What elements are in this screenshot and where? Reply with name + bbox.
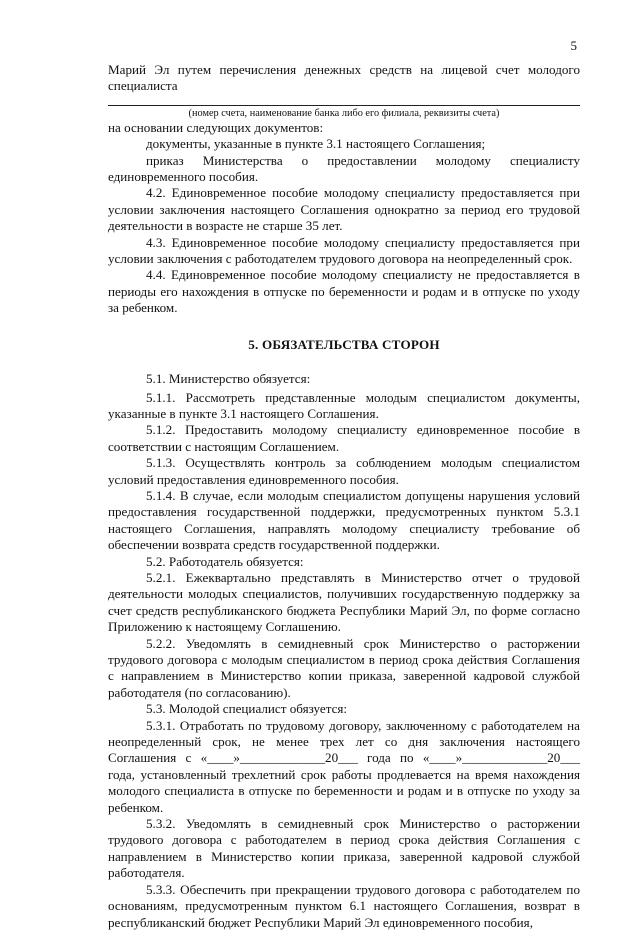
- account-caption: (номер счета, наименование банка либо его филиала, реквизиты счета): [188, 107, 500, 119]
- paragraph: 5.1. Министерство обязуется:: [146, 371, 311, 387]
- paragraph: 5.3.1. Отработать по трудовому договору, заключенному с работодателем на неопределенный срок, не менее трех лет со дня заключения настоящего Соглашения с «____»_____________20___ года по «____»_____________20___ года, установленный трехлетний срок работы продлевается на время нахождения молодого специалиста в отпуске по беременности и родам и в отпуске по уходу за ребенком.: [108, 717, 580, 815]
- paragraph: на основании следующих документов:: [108, 119, 324, 135]
- paragraph: 5.1.4. В случае, если молодым специалистом допущены нарушения условий предоставления государственной поддержки, предусмотренных пунктом 5.3.1 настоящего Соглашения, направлять молодому специалисту требование об обеспечении возврата средств государственной поддержки.: [108, 487, 580, 553]
- paragraph: 4.4. Единовременное пособие молодому специалисту не предоставляется в периоды его нахождения в отпуске по беременности и родам и в отпуске по уходу за ребенком.: [108, 267, 580, 316]
- paragraph: 5.3. Молодой специалист обязуется:: [146, 701, 348, 717]
- paragraph: 5.2.2. Уведомлять в семидневный срок Министерство о расторжении трудового договора с молодым специалистом в период срока действия Соглашения с направлением в Министерство копии приказа, заверенной кадровой службой работодателя (по согласованию).: [108, 635, 580, 700]
- paragraph: 5.2. Работодатель обязуется:: [146, 553, 304, 569]
- paragraph: приказ Министерства о предоставлении молодому специалисту единовременного пособия.: [108, 152, 580, 185]
- account-fill-line: [108, 97, 580, 106]
- paragraph: 5.3.2. Уведомлять в семидневный срок Министерство о расторжении трудового договора с работодателем в период срока действия Соглашения с направлением в Министерство копии приказа, заверенной кадровой службой работодателя.: [108, 816, 580, 881]
- paragraph: 5.1.3. Осуществлять контроль за соблюдением молодым специалистом условий предоставления единовременного пособия.: [108, 455, 580, 487]
- paragraph: документы, указанные в пункте 3.1 настоящего Соглашения;: [146, 136, 486, 152]
- paragraph: 5.2.1. Ежеквартально представлять в Министерство отчет о трудовой деятельности молодых специалистов, получивших государственную поддержку за счет средств республиканского бюджета Республики Марий Эл, по форме согласно Приложению к настоящему Соглашению.: [108, 569, 580, 635]
- paragraph: 4.2. Единовременное пособие молодому специалисту предоставляется при условии заключения настоящего Соглашения однократно за период его трудовой деятельности в возрасте не старше 35 лет.: [108, 185, 580, 234]
- paragraph: Марий Эл путем перечисления денежных средств на лицевой счет молодого специалиста: [108, 62, 580, 94]
- page-number: 5: [570, 38, 577, 53]
- paragraph: 5.1.2. Предоставить молодому специалисту единовременное пособие в соответствии с настоящим Соглашением.: [108, 422, 580, 454]
- section-heading: 5. ОБЯЗАТЕЛЬСТВА СТОРОН: [248, 336, 440, 352]
- document-body: [108, 62, 580, 931]
- paragraph: 4.3. Единовременное пособие молодому специалисту предоставляется при условии заключения с работодателем трудового договора на неопределенный срок.: [108, 234, 580, 267]
- paragraph: 5.1.1. Рассмотреть представленные молодым специалистом документы, указанные в пункте 3.1 настоящего Соглашения.: [108, 389, 580, 421]
- paragraph: 5.3.3. Обеспечить при прекращении трудового договора с работодателем по основаниям, предусмотренным пунктом 6.1 настоящего Соглашения, возврат в республиканский бюджет Республики Марий Эл единовременного пособия,: [108, 881, 580, 930]
